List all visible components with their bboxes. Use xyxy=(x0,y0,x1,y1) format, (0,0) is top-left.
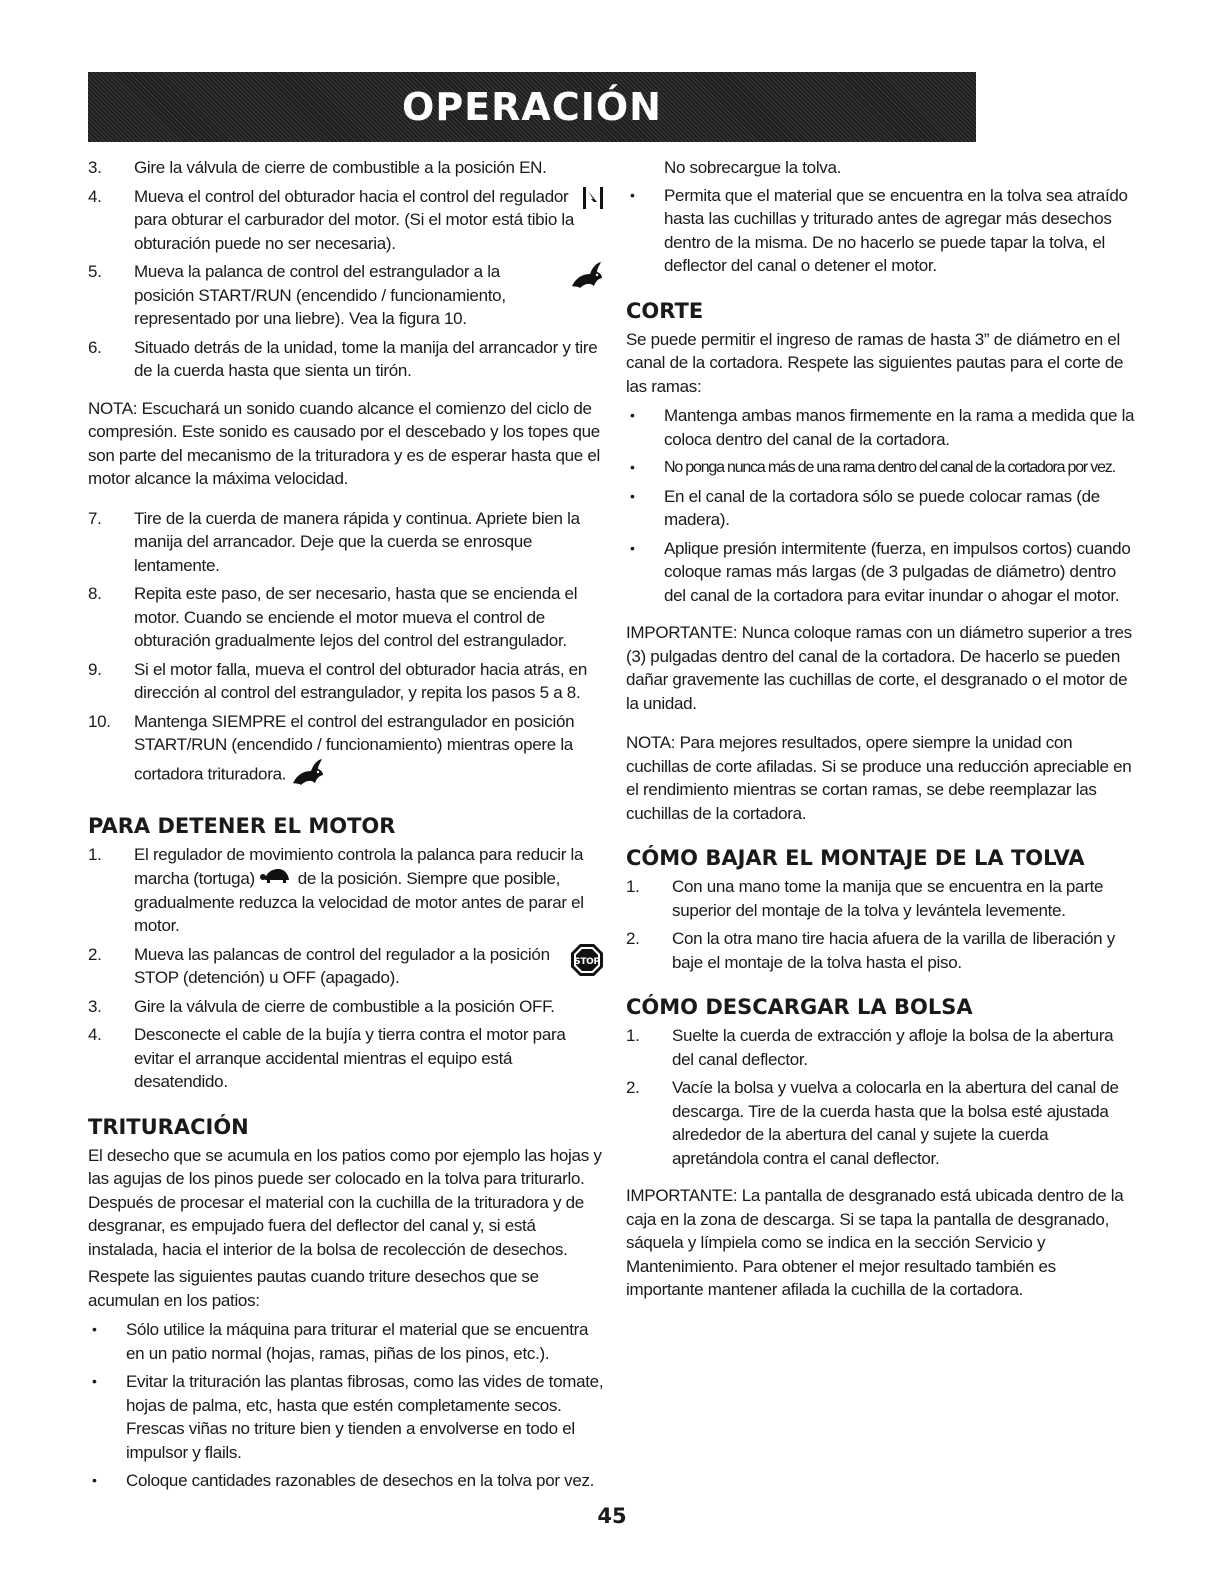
section-heading-detener-motor: PARA DETENER EL MOTOR xyxy=(88,814,396,838)
turtle-icon xyxy=(259,867,293,891)
section-heading-corte: CORTE xyxy=(626,298,704,323)
right-column xyxy=(626,156,1136,1318)
list-item: • Permita que el material que se encuentra en la tolva sea atraído hasta las cuchillas y triturado antes de agregar más desechos dentro de la misma. De no hacerlo se puede tapar la tolva, el deflector del canal o detener el motor. xyxy=(626,184,1136,278)
list-item: 9. Si el motor falla, mueva el control del obturador hacia atrás, en dirección al control del estrangulador, y repita los pasos 5 a 8. xyxy=(88,659,587,702)
importante-paragraph: IMPORTANTE: Nunca coloque ramas con un diámetro superior a tres (3) pulgadas dentro del canal de la cortadora. De hacerlo se pueden dañar gravemente las cuchillas de corte, el desgranado o el motor de la unidad. xyxy=(626,623,1132,713)
continuation-bullets xyxy=(626,184,1136,278)
stop-icon xyxy=(570,943,604,984)
list-item: 2. Con la otra mano tire hacia afuera de la varilla de liberación y baje el montaje de la tolva hasta el piso. xyxy=(626,929,1115,972)
rabbit-icon xyxy=(291,757,325,794)
choke-icon xyxy=(582,185,604,218)
header-banner xyxy=(88,72,976,142)
list-item: 1. El regulador de movimiento controla la palanca para reducir la marcha (tortuga) de la posición. Siempre que posible, gradualmente reduzca la velocidad de motor antes de parar el motor. xyxy=(88,845,584,936)
list-item: 7. Tire de la cuerda de manera rápida y continua. Apriete bien la manija del arrancador. Deje que la cuerda se enrosque lentamente. xyxy=(88,508,580,575)
list-item: • Coloque cantidades razonables de desechos en la tolva por vez. xyxy=(88,1469,604,1493)
list-item: • Aplique presión intermitente (fuerza, en impulsos cortos) cuando coloque ramas más largas (de 3 pulgadas de diámetro) dentro del canal de la cortadora para evitar inundar o ahogar el motor. xyxy=(626,537,1136,608)
section-heading-trituracion: TRITURACIÓN xyxy=(88,1114,249,1139)
importante-paragraph-2: IMPORTANTE: La pantalla de desgranado está ubicada dentro de la caja en la zona de descarga. Si se tapa la pantalla de desgranado, sáquela y límpiela como se indica en la sección Servicio y Mantenimiento. Para obtener el mejor resultado también es importante mantener afilada la cuchilla de la cortadora. xyxy=(626,1186,1124,1299)
nota-paragraph: NOTA: Escuchará un sonido cuando alcance el comienzo del ciclo de compresión. Este sonido es causado por el descebado y los topes que son parte del mecanismo de la trituradora y es de esperar hasta que el motor alcance la máxima velocidad. xyxy=(88,398,600,488)
list-item: • Evitar la trituración las plantas fibrosas, como las vides de tomate, hojas de palma, etc, hasta que estén completamente secos. Frescas viñas no triture bien y tienden a envolverse en todo el impulsor y flails. xyxy=(88,1370,604,1464)
list-item: 1. Suelte la cuerda de extracción y afloje la bolsa de la abertura del canal deflector. xyxy=(626,1026,1114,1069)
trituracion-paragraph-2: Respete las siguientes pautas cuando triture desechos que se acumulan en los patios: xyxy=(88,1267,539,1310)
list-item: • Mantenga ambas manos firmemente en la rama a medida que la coloca dentro del canal de la cortadora. xyxy=(626,404,1136,451)
list-item: • En el canal de la cortadora sólo se puede colocar ramas (de madera). xyxy=(626,485,1136,532)
list-item: 2. STOP Mueva las palancas de control del regulador a la posición STOP (detención) u OFF (apagado). xyxy=(88,943,604,990)
list-item: 8. Repita este paso, de ser necesario, hasta que se encienda el motor. Cuando se enciende el motor mueva el control de obturación gradualmente lejos del control del estrangulador. xyxy=(88,584,578,650)
tolva-steps-list xyxy=(626,875,1136,974)
list-item: 4. Desconecte el cable de la bujía y tierra contra el motor para evitar el arranque accidental mientras el equipo está desatendido. xyxy=(88,1025,566,1092)
list-item: 10. Mantenga SIEMPRE el control del estrangulador en posición START/RUN (encendido / funcionamiento) mientras opere la cortadora trituradora. xyxy=(88,710,604,794)
left-column xyxy=(88,156,604,1507)
page-title: OPERACIÓN xyxy=(402,85,662,129)
list-item: 6. Situado detrás de la unidad, tome la manija del arrancador y tire de la cuerda hasta que sienta un tirón. xyxy=(88,337,598,380)
trituracion-bullets xyxy=(88,1318,604,1493)
nota-paragraph-2: NOTA: Para mejores resultados, opere siempre la unidad con cuchillas de corte afiladas. Si se produce una reducción apreciable en el rendimiento mientras se cortan ramas, se debe reemplazar las cuchillas de la cortadora. xyxy=(626,733,1132,823)
section-heading-descargar-bolsa: CÓMO DESCARGAR LA BOLSA xyxy=(626,995,973,1019)
page-number: 45 xyxy=(597,1504,627,1528)
list-item: 2. Vacíe la bolsa y vuelva a colocarla en la abertura del canal de descarga. Tire de la cuerda hasta que la bolsa esté ajustada alrededor de la abertura del canal y sujete la cuerda apretándola contra el canal deflector. xyxy=(626,1078,1119,1168)
list-item: • No ponga nunca más de una rama dentro del canal de la cortadora por vez. xyxy=(626,456,1136,480)
list-item: 4. Mueva el control del obturador hacia el control del regulador para obturar el carburador del motor. (Si el motor está tibio la obturación puede no ser necesaria). xyxy=(88,185,604,256)
continuation-line: No sobrecargue la tolva. xyxy=(664,158,842,177)
rabbit-icon xyxy=(570,260,604,297)
start-steps-list-continued xyxy=(88,507,604,794)
list-item: 1. Con una mano tome la manija que se encuentra en la parte superior del montaje de la tolva y levántela levemente. xyxy=(626,877,1104,920)
corte-paragraph: Se puede permitir el ingreso de ramas de hasta 3” de diámetro en el canal de la cortadora. Respete las siguientes pautas para el corte de las ramas: xyxy=(626,329,1124,396)
list-item: 3. Gire la válvula de cierre de combustible a la posición EN. xyxy=(88,158,547,177)
stop-steps-list xyxy=(88,843,604,1094)
start-steps-list xyxy=(88,156,604,383)
trituracion-paragraph: El desecho que se acumula en los patios como por ejemplo las hojas y las agujas de los pinos puede ser colocado en la tolva para triturarlo. Después de procesar el material con la cuchilla de la trituradora y de desgranar, es empujado fuera del deflector del canal y, si está instalada, hacia el interior de la bolsa de recolección de desechos. xyxy=(88,1145,602,1259)
section-heading-bajar-tolva: CÓMO BAJAR EL MONTAJE DE LA TOLVA xyxy=(626,846,1085,870)
stop-icon-label: STOP xyxy=(574,956,600,967)
list-item: 3. Gire la válvula de cierre de combustible a la posición OFF. xyxy=(88,996,555,1016)
list-item: 5. Mueva la palanca de control del estrangulador a la posición START/RUN (encendido / funcionamiento, representado por una liebre). Vea la figura 10. xyxy=(88,260,604,331)
corte-bullets xyxy=(626,404,1136,607)
bolsa-steps-list xyxy=(626,1024,1136,1170)
list-item: • Sólo utilice la máquina para triturar el material que se encuentra en un patio normal (hojas, ramas, piñas de los pinos, etc.). xyxy=(88,1318,604,1365)
